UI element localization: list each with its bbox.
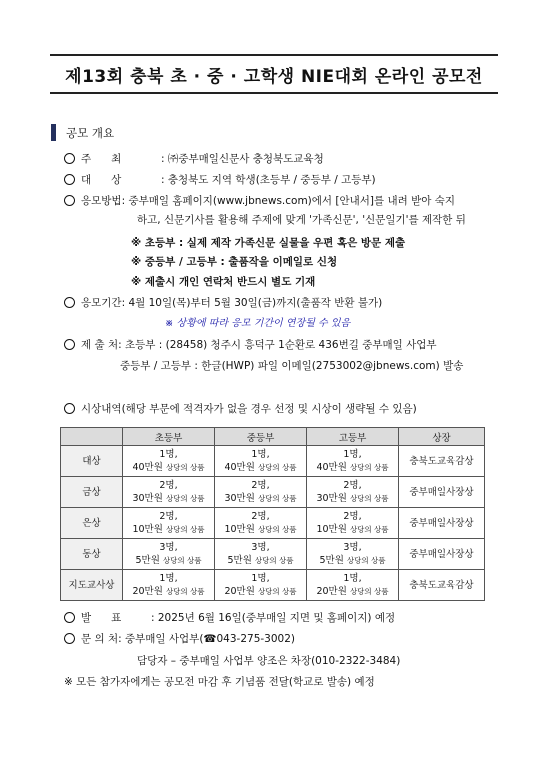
prize-cell: [215, 446, 307, 477]
prize-amount-line: [307, 554, 398, 567]
prize-amount: 10만원: [132, 524, 163, 535]
prize-cell: [215, 539, 307, 570]
winner-count: 1명,: [343, 449, 362, 460]
awards-header-row: [61, 428, 485, 446]
prize-amount-line: [215, 523, 306, 536]
prize-cell: [215, 508, 307, 539]
prize-amount-line: [307, 492, 398, 505]
awards-heading-row: [64, 402, 417, 416]
prize-amount: 10만원: [316, 524, 347, 535]
circle-bullet-icon: [64, 633, 75, 644]
circle-bullet-icon: [64, 403, 75, 414]
award-name-cell: 지도교사상: [61, 570, 123, 601]
table-row: [61, 570, 485, 601]
prize-amount-line: [307, 523, 398, 536]
prize-amount-line: [215, 585, 306, 598]
prize-amount-line: [123, 585, 214, 598]
prize-goods: 상당의 상품: [349, 463, 389, 472]
winner-count: 2명,: [343, 480, 362, 491]
prize-cell: [123, 508, 215, 539]
header-cell: 초등부: [123, 428, 215, 446]
winner-count: 1명,: [251, 449, 270, 460]
winner-count: 3명,: [159, 542, 178, 553]
table-row: [61, 508, 485, 539]
target-value: : 충청북도 지역 학생(초등부 / 중등부 / 고등부): [161, 174, 376, 186]
target-row: [64, 173, 376, 187]
winner-count: 1명,: [159, 573, 178, 584]
prize-goods: 상당의 상품: [257, 463, 297, 472]
section-label: 공모 개요: [66, 125, 115, 140]
prize-amount-line: [307, 461, 398, 474]
prize-amount: 30만원: [224, 493, 255, 504]
prize-amount-line: [123, 461, 214, 474]
prize-amount: 30만원: [316, 493, 347, 504]
award-name-cell: 동상: [61, 539, 123, 570]
prize-cell: [123, 539, 215, 570]
prize-cell: [123, 477, 215, 508]
circle-bullet-icon: [64, 612, 75, 623]
prize-cell: [307, 508, 399, 539]
prize-cell: [215, 570, 307, 601]
award-name-cell: 대상: [61, 446, 123, 477]
prize-goods: 상당의 상품: [349, 494, 389, 503]
method-line1: : 중부매일 홈페이지(www.jbnews.com)에서 [안내서]를 내려 받아 숙지: [121, 195, 456, 207]
certificate-cell: 충북도교육감상: [399, 570, 485, 601]
header-cell: 상장: [399, 428, 485, 446]
prize-cell: [215, 477, 307, 508]
prize-amount: 40만원: [132, 462, 163, 473]
award-name-cell: 금상: [61, 477, 123, 508]
prize-amount-line: [215, 492, 306, 505]
prize-goods: 상당의 상품: [165, 525, 205, 534]
section-bar: [51, 124, 56, 141]
submit-line1: : 초등부 : (28458) 청주시 흥덕구 1순환로 436번길 중부매일 사업부: [118, 339, 437, 351]
header-cell: [61, 428, 123, 446]
announce-label: 발 표: [81, 612, 122, 624]
submit-label: 제 출 처: [81, 339, 119, 351]
certificate-cell: 충북도교육감상: [399, 446, 485, 477]
winner-count: 3명,: [251, 542, 270, 553]
circle-bullet-icon: [64, 339, 75, 350]
host-row: [64, 152, 324, 166]
awards-heading: 시상내역(해당 부문에 적격자가 없을 경우 선정 및 시상이 생략될 수 있음): [81, 403, 417, 415]
footer-note: ※ 모든 참가자에게는 공모전 마감 후 기념품 전달(학교로 발송) 예정: [64, 676, 375, 688]
submit-line2: 중등부 / 고등부 : 한글(HWP) 파일 이메일(2753002@jbnews.com) 발송: [120, 360, 464, 372]
table-row: [61, 477, 485, 508]
winner-count: 1명,: [251, 573, 270, 584]
header-cell: 중등부: [215, 428, 307, 446]
section-heading: [51, 124, 114, 141]
method-line2: 하고, 신문기사를 활용해 주제에 맞게 '가족신문', '신문일기'를 제작한 뒤: [137, 214, 466, 226]
method-row: [64, 194, 455, 208]
circle-bullet-icon: [64, 297, 75, 308]
contact-label: 문 의 처: [81, 633, 119, 645]
method-label: 응모방법: [81, 195, 122, 207]
winner-count: 3명,: [343, 542, 362, 553]
prize-goods: 상당의 상품: [257, 587, 297, 596]
prize-amount-line: [123, 554, 214, 567]
prize-amount-line: [123, 523, 214, 536]
title-box: [50, 54, 498, 94]
winner-count: 1명,: [343, 573, 362, 584]
period-row: [64, 296, 382, 310]
prize-amount-line: [215, 461, 306, 474]
prize-goods: 상당의 상품: [165, 494, 205, 503]
winner-count: 2명,: [159, 480, 178, 491]
prize-amount: 5만원: [227, 555, 252, 566]
table-row: [61, 539, 485, 570]
target-label: 대 상: [81, 174, 122, 186]
page-title: 제13회 충북 초 · 중 · 고학생 NIE대회 온라인 공모전: [65, 66, 483, 87]
prize-amount: 20만원: [224, 586, 255, 597]
prize-amount: 40만원: [224, 462, 255, 473]
prize-goods: 상당의 상품: [165, 587, 205, 596]
prize-cell: [307, 570, 399, 601]
prize-amount: 5만원: [319, 555, 344, 566]
prize-goods: 상당의 상품: [254, 556, 294, 565]
prize-amount-line: [215, 554, 306, 567]
header-cell: 고등부: [307, 428, 399, 446]
prize-goods: 상당의 상품: [257, 494, 297, 503]
method-note-elementary: ※ 초등부 : 실제 제작 가족신문 실물을 우편 혹은 방문 제출: [131, 237, 406, 249]
winner-count: 2명,: [251, 511, 270, 522]
prize-amount: 20만원: [132, 586, 163, 597]
host-value: : ㈜중부매일신문사 충청북도교육청: [161, 153, 324, 165]
circle-bullet-icon: [64, 195, 75, 206]
contact-row: [64, 632, 295, 646]
circle-bullet-icon: [64, 174, 75, 185]
prize-cell: [123, 446, 215, 477]
prize-cell: [307, 539, 399, 570]
method-note-contact: ※ 제출시 개인 연락처 반드시 별도 기재: [131, 276, 316, 288]
prize-amount: 5만원: [135, 555, 160, 566]
contact-line2: 담당자 – 중부매일 사업부 양조은 차장(010-2322-3484): [137, 655, 401, 667]
prize-amount: 20만원: [316, 586, 347, 597]
certificate-cell: 중부매일사장상: [399, 477, 485, 508]
winner-count: 1명,: [159, 449, 178, 460]
period-label: 응모기간: [81, 297, 122, 309]
period-value: : 4월 10일(목)부터 5월 30일(금)까지(출품작 반환 불가): [121, 297, 383, 309]
table-row: [61, 446, 485, 477]
certificate-cell: 중부매일사장상: [399, 539, 485, 570]
circle-bullet-icon: [64, 153, 75, 164]
prize-cell: [123, 570, 215, 601]
contact-line1: : 중부매일 사업부(☎043-275-3002): [118, 633, 295, 645]
awards-table: [60, 427, 485, 601]
prize-cell: [307, 477, 399, 508]
prize-goods: 상당의 상품: [346, 556, 386, 565]
prize-amount: 10만원: [224, 524, 255, 535]
submit-row: [64, 338, 437, 352]
announce-row: [64, 611, 395, 625]
prize-amount: 40만원: [316, 462, 347, 473]
winner-count: 2명,: [343, 511, 362, 522]
prize-goods: 상당의 상품: [349, 587, 389, 596]
announce-value: : 2025년 6월 16일(중부매일 지면 및 홈페이지) 예정: [151, 612, 396, 624]
method-note-middle-high: ※ 중등부 / 고등부 : 출품작을 이메일로 신청: [131, 256, 338, 268]
prize-goods: 상당의 상품: [165, 463, 205, 472]
prize-amount: 30만원: [132, 493, 163, 504]
host-label: 주 최: [81, 153, 122, 165]
prize-goods: 상당의 상품: [349, 525, 389, 534]
prize-amount-line: [123, 492, 214, 505]
prize-goods: 상당의 상품: [162, 556, 202, 565]
winner-count: 2명,: [251, 480, 270, 491]
award-name-cell: 은상: [61, 508, 123, 539]
winner-count: 2명,: [159, 511, 178, 522]
certificate-cell: 중부매일사장상: [399, 508, 485, 539]
prize-goods: 상당의 상품: [257, 525, 297, 534]
prize-cell: [307, 446, 399, 477]
period-note: ※ 상황에 따라 응모 기간이 연장될 수 있음: [165, 318, 351, 329]
prize-amount-line: [307, 585, 398, 598]
